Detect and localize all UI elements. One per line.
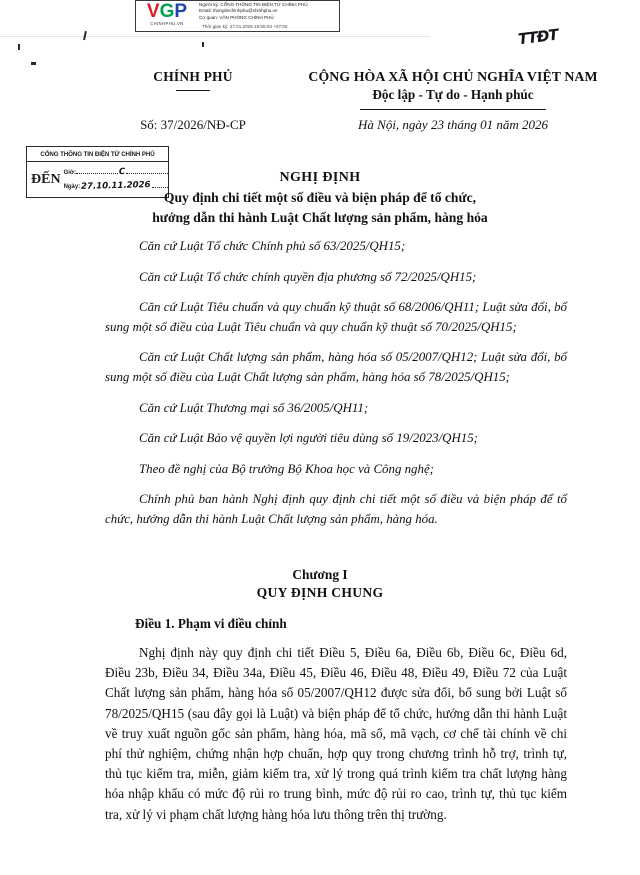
vgp-logo-letter-v: V [146,1,160,22]
stamp-date-label: Ngày: [63,183,81,190]
scan-speck [18,44,20,50]
stamp-hour-value: C [118,166,126,177]
signature-details [198,1,339,21]
preamble-block [105,237,567,530]
vgp-logo-letters [136,2,198,21]
scan-speck [31,62,36,65]
national-name: CỘNG HÒA XÃ HỘI CHỦ NGHĨA VIỆT NAM [308,69,598,84]
scan-edge-noise [0,36,430,37]
national-motto: Độc lập - Tự do - Hạnh phúc [372,87,534,102]
document-subtitle [60,188,580,227]
document-subtitle-line-2: hướng dẫn thi hành Luật Chất lượng sản phẩm, hàng hóa [152,209,488,225]
document-number: Số: 37/2026/NĐ-CP [140,117,246,132]
signature-email: Email: thongtinchinhphu@chinhphu.vn [199,8,278,14]
document-subtitle-line-1: Quy định chi tiết một số điều và biện pháp để tổ chức, [163,190,477,205]
vgp-logo-letter-p: P [174,1,188,22]
preamble-clause: Căn cứ Luật Tiêu chuẩn và quy chuẩn kỹ thuật số 68/2006/QH11; Luật sửa đổi, bổ sung một số điều của Luật Tiêu chuẩn và quy chuẩn kỹ thuật số 70/2025/QH15; [105,300,567,334]
signature-timestamp: Thời gian ký: 27.01.2026 16:55:03 +07:00 [202,24,288,29]
preamble-clause: Căn cứ Luật Thương mại số 36/2005/QH11; [139,400,369,415]
header-divider-rule [176,90,210,91]
stamp-den-label: ĐẾN [31,171,61,187]
scan-speck [202,42,204,47]
document-title-block [60,168,580,227]
article-paragraph: Nghị định này quy định chi tiết Điều 5, Điều 6a, Điều 6b, Điều 6c, Điều 6d, Điều 23b, Điều 34, Điều 34a, Điều 45, Điều 46, Điều 48, Điều 49, Điều 72 của Luật Chất lượng sản phẩm, hàng hóa số 05/2007/QH12 được sửa đổi, bổ sung bởi Luật số 78/2025/QH15 (sau đây gọi là Luật) và biện pháp để tổ chức, hướng dẫn thi hành Luật về truy xuất nguồn gốc sản phẩm, hàng hóa, mã số, mã vạch, cơ chế tài chính về chi phí thử nghiệm, chứng nhận hợp chuẩn, hợp quy trong chương trình hỗ trợ, trình tự, thủ tục kiểm tra, miễn, giảm kiểm tra, xử lý trong quá trình kiểm tra chất lượng hàng hóa nhập khẩu có mức độ rủi ro trung bình, mức độ rủi ro cao, trình tự, thủ tục kiểm tra, xử lý vi phạm chất lượng hàng hóa lưu thông trên thị trường. [105,645,567,822]
article-body [105,643,567,825]
stamp-hour-label: Giờ: [63,169,77,176]
document-type: NGHỊ ĐỊNH [279,170,361,185]
vgp-logo-letter-g: G [159,1,175,22]
preamble-enactment-clause: Chính phủ ban hành Nghị định quy định chi tiết một số điều và biện pháp để tổ chức, hướng dẫn thi hành Luật Chất lượng sản phẩm, hàng hóa. [105,492,567,526]
stamp-title: CỔNG THÔNG TIN ĐIỆN TỬ CHÍNH PHỦ [27,147,168,162]
signature-signer: Người ký: CỔNG THÔNG TIN ĐIỆN TỬ CHÍNH PHỦ [199,2,308,7]
vgp-logo [136,1,198,26]
chapter-heading [60,566,580,602]
document-place-and-date: Hà Nội, ngày 23 tháng 01 năm 2026 [358,117,548,132]
header-divider-rule [360,109,546,110]
vgp-logo-subtext: CHINHPHU.VN [150,21,184,26]
digital-signature-block [135,0,340,32]
chapter-number: Chương I [292,567,348,582]
preamble-clause: Căn cứ Luật Bảo vệ quyền lợi người tiêu dùng số 19/2023/QH15; [139,431,478,446]
preamble-clause: Căn cứ Luật Chất lượng sản phẩm, hàng hóa số 05/2007/QH12; Luật sửa đổi, bổ sung một số điều của Luật Chất lượng sản phẩm, hàng hóa số 78/2025/QH15; [105,350,567,384]
header-issuing-authority [98,68,288,91]
stamp-date-value: 27.10.11.2026 [81,179,151,192]
handwritten-initials-annotation: TTĐT [517,25,559,49]
chapter-name: QUY ĐỊNH CHUNG [256,585,384,600]
article-heading: Điều 1. Phạm vi điều chỉnh [135,616,287,631]
preamble-clause: Căn cứ Luật Tổ chức chính quyền địa phương số 72/2025/QH15; [139,269,477,284]
preamble-clause: Theo đề nghị của Bộ trưởng Bộ Khoa học và Công nghệ; [139,461,434,476]
preamble-clause: Căn cứ Luật Tổ chức Chính phủ số 63/2025/QH15; [139,239,406,253]
header-national-heading [288,68,618,110]
signature-agency: Cơ quan: VĂN PHÒNG CHÍNH PHỦ [199,14,274,20]
issuing-authority-name: CHÍNH PHỦ [153,69,233,84]
